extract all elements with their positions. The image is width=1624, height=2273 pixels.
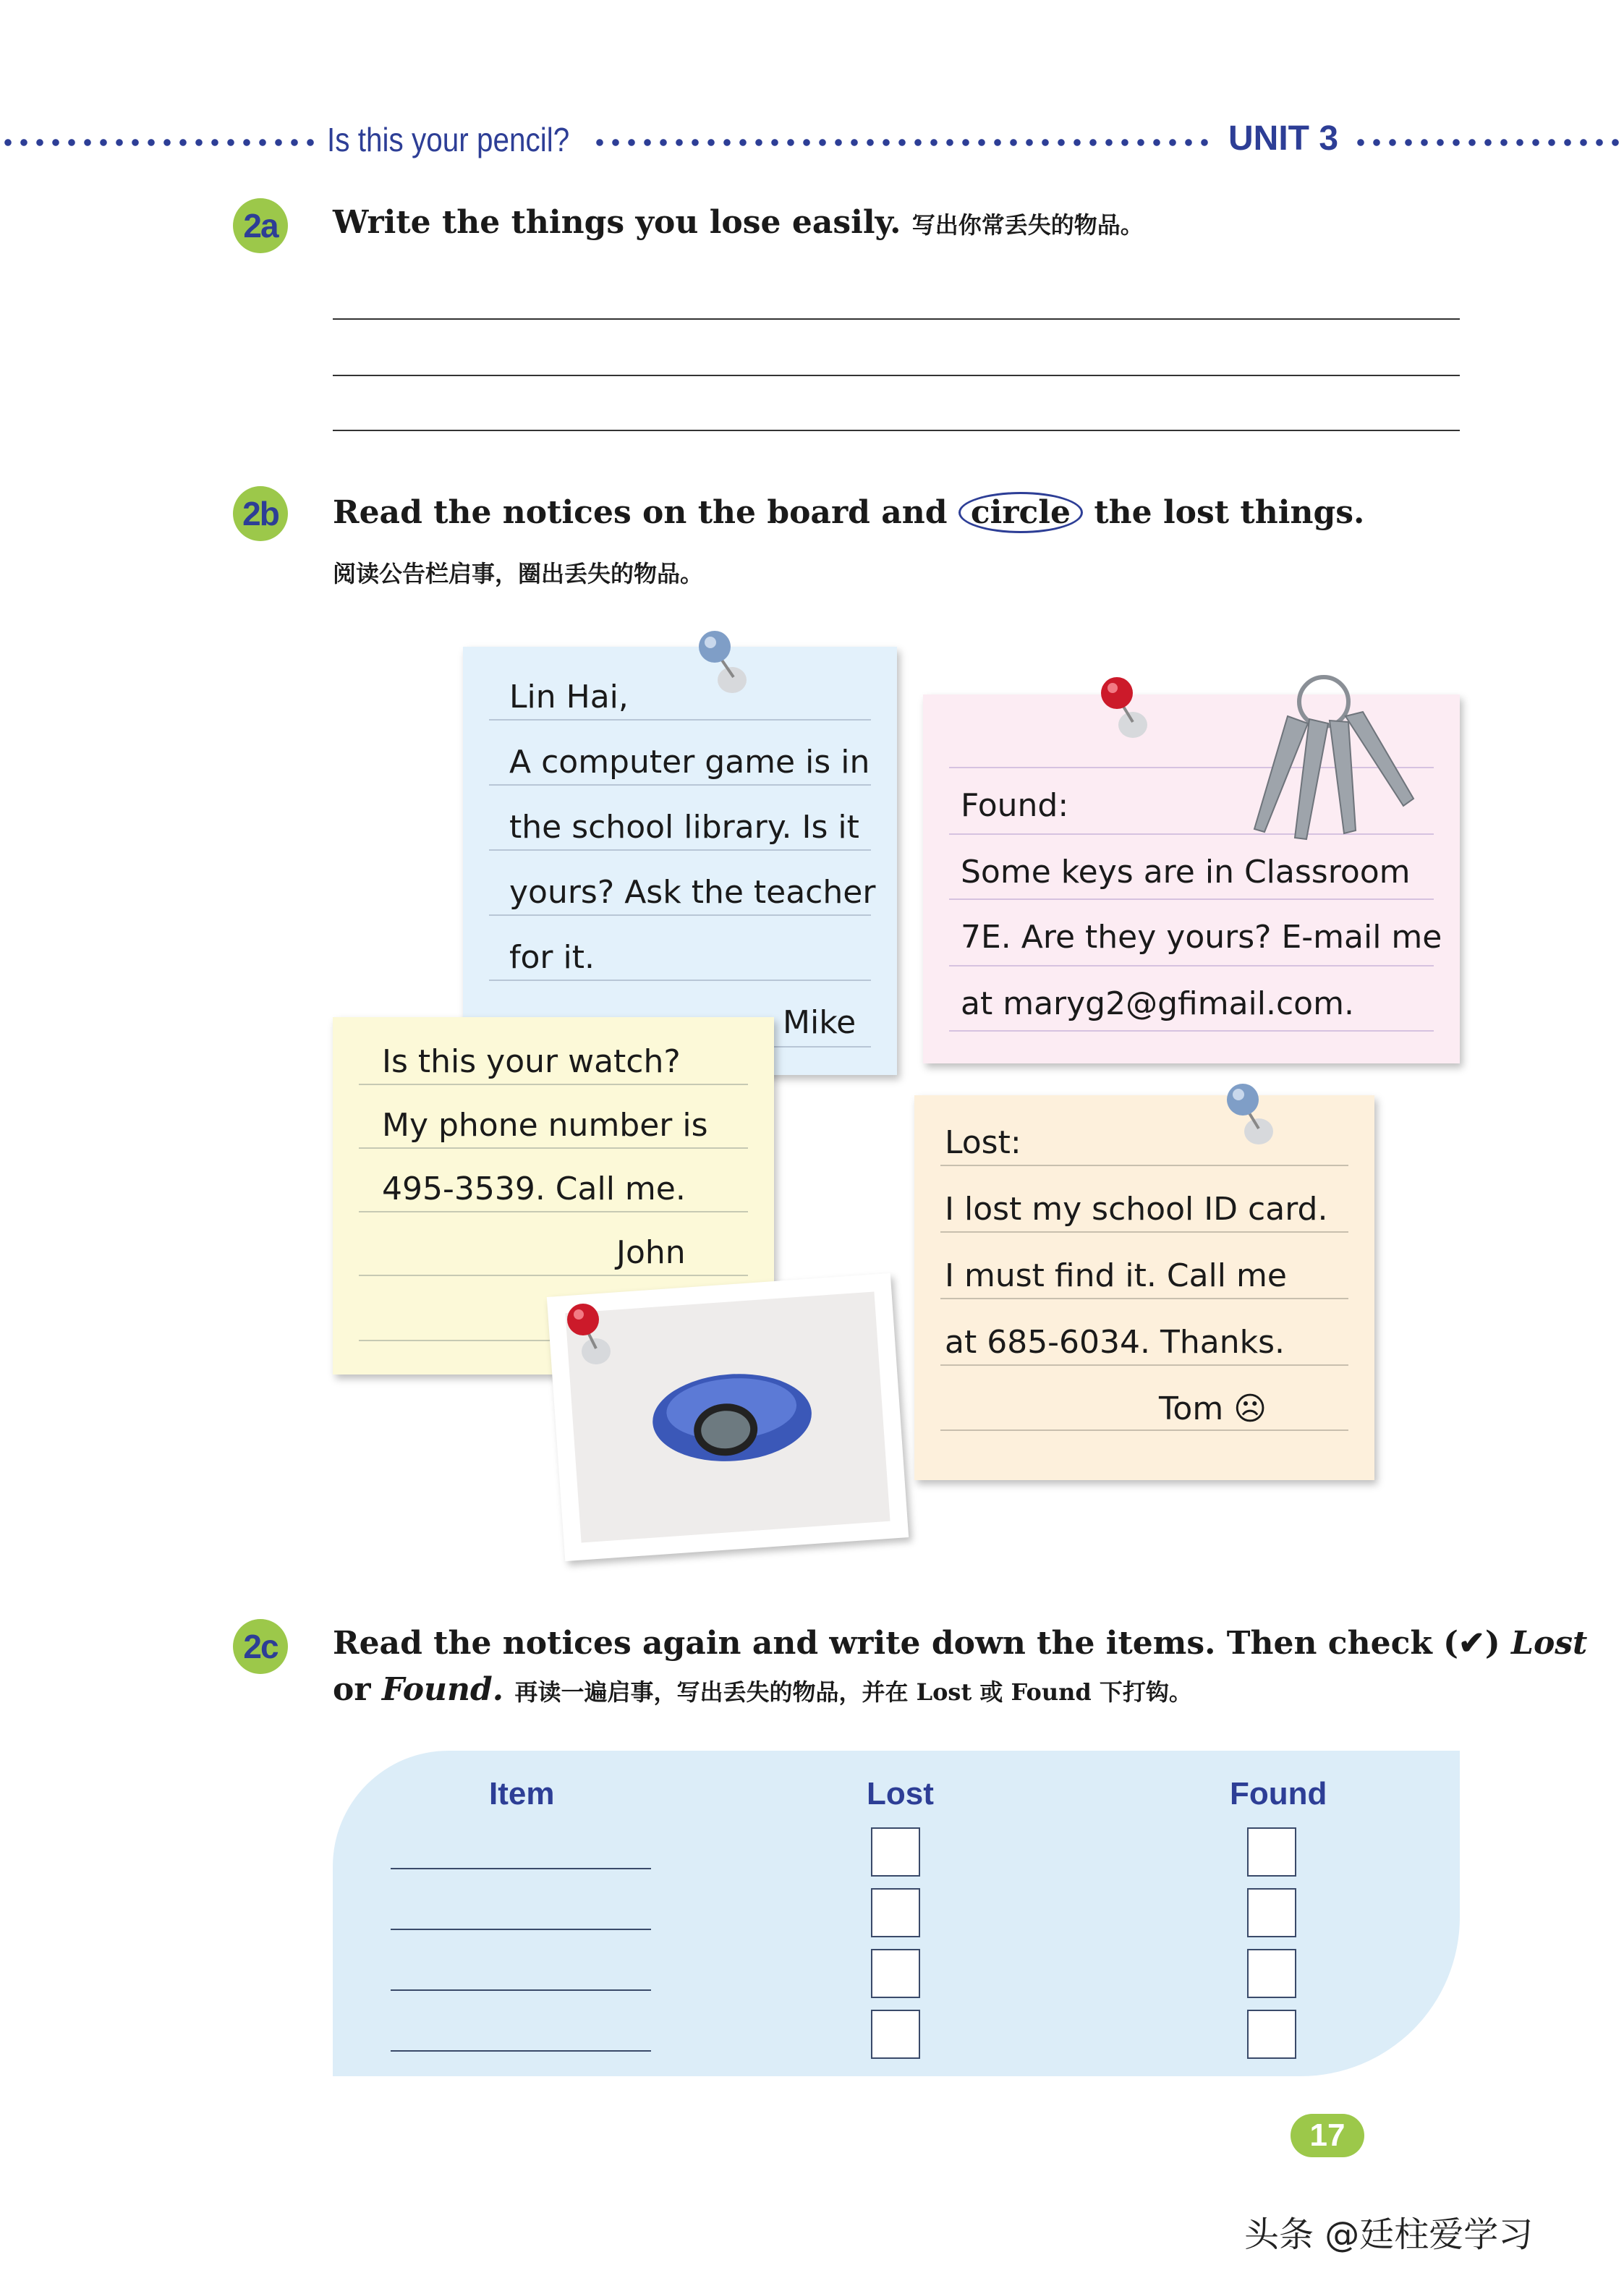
found-checkbox[interactable] [1247,2010,1296,2059]
pushpin-icon [1211,1071,1291,1150]
instruction-2c-line2: or Found. 再读一遍启事，写出丢失的物品，并在 Lost 或 Found 下打钩。 [333,1671,1192,1708]
found-checkbox[interactable] [1247,1827,1296,1877]
page-number: 17 [1291,2114,1364,2157]
instruction-2b-post: the lost things. [1094,494,1365,531]
instruction-2a [333,204,1144,241]
note-line: the school library. Is it [509,809,859,846]
notice-tom-lost [914,1095,1374,1480]
badge-2b: 2b [233,486,288,541]
note-signature: John [616,1234,686,1271]
lost-checkbox[interactable] [871,2010,920,2059]
note-signature: Tom ☹ [1159,1390,1267,1427]
answer-line[interactable] [333,375,1460,376]
item-answer-line[interactable] [391,2050,651,2052]
instruction-2b [333,492,1364,533]
header-dots-left [0,137,314,148]
note-line: 7E. Are they yours? E-mail me [961,919,1442,956]
badge-2c: 2c [233,1619,288,1674]
watermark-text: 头条 @廷柱爱学习 [1244,2214,1534,2255]
note-line: Is this your watch? [382,1043,681,1080]
unit-label: UNIT 3 [1228,119,1339,158]
note-signature: Mike [783,1004,856,1041]
note-line: yours? Ask the teacher [509,874,876,911]
instruction-2b-zh: 阅读公告栏启事，圈出丢失的物品。 [333,560,704,587]
answer-line[interactable] [333,430,1460,431]
watch-icon [641,1346,823,1488]
column-header-found: Found [1230,1776,1327,1811]
instruction-2c-line1: Read the notices again and write down the items. Then check (✔) Lost [333,1625,1588,1662]
note-line: at maryg2@gfimail.com. [961,985,1354,1022]
circle-word: circle [958,492,1083,533]
pushpin-icon [1085,664,1165,744]
instruction-2a-en: Write the things you lose easily. [333,204,901,241]
badge-2a: 2a [233,198,288,253]
note-line: I must find it. Call me [945,1257,1287,1294]
column-header-item: Item [489,1776,555,1811]
note-line: for it. [509,939,595,976]
lost-checkbox[interactable] [871,1827,920,1877]
note-line: A computer game is in [509,744,870,781]
note-line: Found: [961,787,1069,824]
keys-icon [1201,673,1418,846]
found-checkbox[interactable] [1247,1949,1296,1998]
header-dots-middle [592,137,1215,148]
note-line: at 685-6034. Thanks. [945,1324,1285,1361]
lost-checkbox[interactable] [871,1949,920,1998]
item-answer-line[interactable] [391,1989,651,1991]
item-answer-line[interactable] [391,1868,651,1869]
note-line: Lost: [945,1124,1021,1161]
note-line: Lin Hai, [509,679,629,715]
note-line: I lost my school ID card. [945,1191,1328,1228]
found-checkbox[interactable] [1247,1888,1296,1937]
note-line: 495-3539. Call me. [382,1171,686,1207]
pushpin-icon [686,621,765,700]
lesson-title: Is this your pencil? [327,121,570,158]
header-dots-right [1353,137,1624,148]
instruction-2a-zh: 写出你常丢失的物品。 [911,211,1144,239]
column-header-lost: Lost [867,1776,934,1811]
item-answer-line[interactable] [391,1929,651,1930]
note-line: Some keys are in Classroom [961,854,1411,891]
pushpin-icon [551,1291,631,1370]
lost-checkbox[interactable] [871,1888,920,1937]
notice-mike [463,647,897,1075]
instruction-2b-pre: Read the notices on the board and [333,494,948,531]
note-line: My phone number is [382,1107,708,1144]
answer-line[interactable] [333,318,1460,320]
